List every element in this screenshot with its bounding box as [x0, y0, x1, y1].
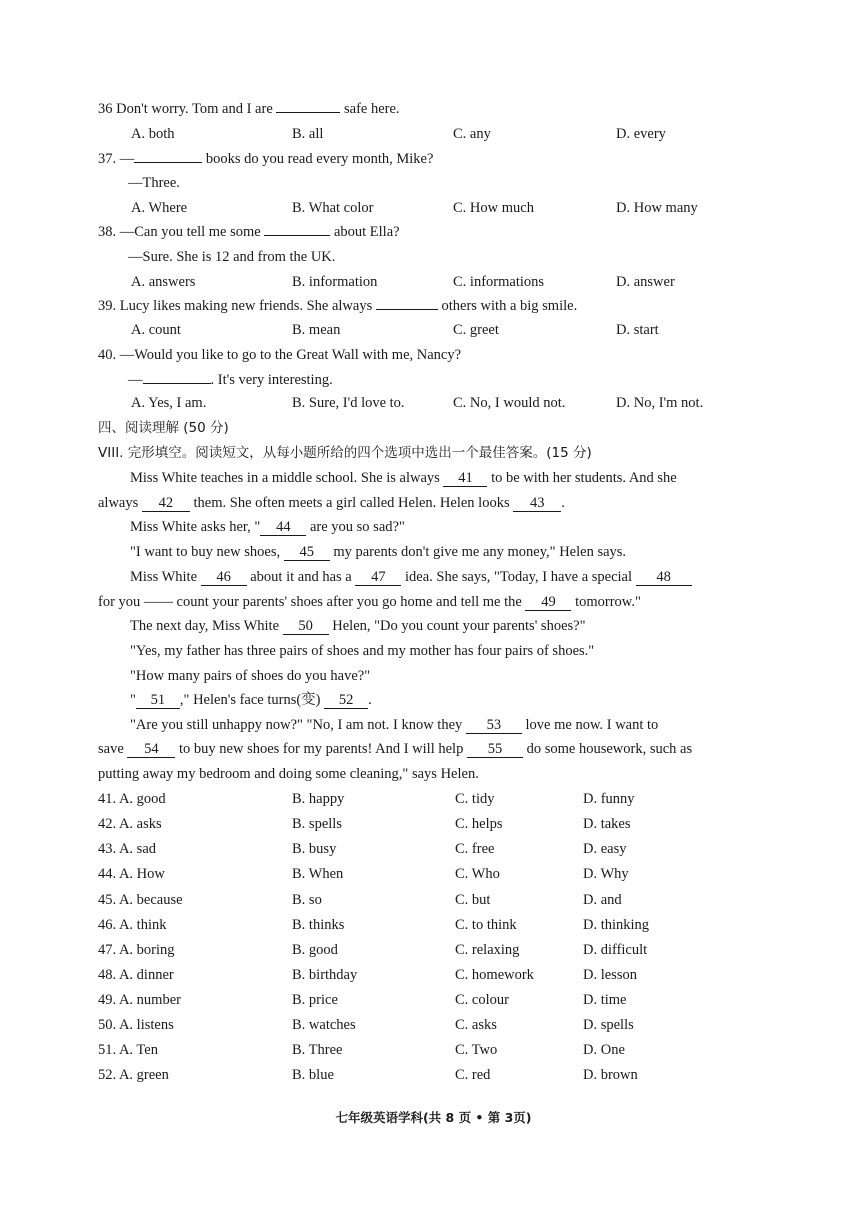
q40-stem: 40. —Would you like to go to the Great Wall with me, Nancy?	[98, 347, 462, 363]
choice-50-b[interactable]: B. watches	[292, 1017, 356, 1033]
q39-option-c[interactable]: C. greet	[453, 322, 499, 338]
passage-line-3: Miss White asks her, " 44 are you so sad?"	[130, 519, 405, 535]
choice-51-a[interactable]: 51. A. Ten	[98, 1042, 158, 1058]
choice-41-d[interactable]: D. funny	[583, 791, 635, 807]
choice-45-c[interactable]: C. but	[455, 892, 491, 908]
choice-50-a[interactable]: 50. A. listens	[98, 1017, 174, 1033]
choice-51-c[interactable]: C. Two	[455, 1042, 498, 1058]
choice-44-a[interactable]: 44. A. How	[98, 866, 165, 882]
passage-line-4: "I want to buy new shoes, 45 my parents don't give me any money," Helen says.	[130, 544, 627, 560]
blank-45[interactable]: 45	[284, 544, 330, 561]
blank-46[interactable]: 46	[201, 569, 247, 586]
passage-line-10: " 51 ," Helen's face turns(变) 52 .	[130, 692, 372, 708]
q40-blank[interactable]	[143, 383, 211, 384]
passage-line-11: "Are you still unhappy now?" "No, I am not. I know they 53 love me now. I want to	[130, 717, 659, 733]
q39-option-d[interactable]: D. start	[616, 322, 659, 338]
blank-43[interactable]: 43	[513, 495, 561, 512]
blank-41[interactable]: 41	[443, 470, 487, 487]
passage-line-6: for you —— count your parents' shoes after you go home and tell me the 49 tomorrow."	[98, 594, 641, 610]
q38-blank[interactable]	[264, 235, 330, 236]
choice-52-c[interactable]: C. red	[455, 1067, 491, 1083]
q38-option-d[interactable]: D. answer	[616, 274, 675, 290]
choice-45-d[interactable]: D. and	[583, 892, 622, 908]
choice-49-a[interactable]: 49. A. number	[98, 992, 181, 1008]
q37-option-b[interactable]: B. What color	[292, 200, 374, 216]
page-footer: 七年级英语学科(共 8 页 • 第 3页)	[335, 1110, 532, 1125]
choice-47-b[interactable]: B. good	[292, 942, 338, 958]
choice-50-c[interactable]: C. asks	[455, 1017, 497, 1033]
q36-blank[interactable]	[276, 112, 340, 113]
q40-option-a[interactable]: A. Yes, I am.	[131, 395, 207, 411]
choice-44-b[interactable]: B. When	[292, 866, 344, 882]
choice-43-a[interactable]: 43. A. sad	[98, 841, 156, 857]
q40-option-b[interactable]: B. Sure, I'd love to.	[292, 395, 405, 411]
choice-44-d[interactable]: D. Why	[583, 866, 629, 882]
passage-line-7: The next day, Miss White 50 Helen, "Do you count your parents' shoes?"	[130, 618, 586, 634]
choice-51-b[interactable]: B. Three	[292, 1042, 343, 1058]
q36-option-d[interactable]: D. every	[616, 126, 666, 142]
choice-42-d[interactable]: D. takes	[583, 816, 631, 832]
blank-52[interactable]: 52	[324, 692, 368, 709]
q36-stem: 36 Don't worry. Tom and I are safe here.	[98, 101, 400, 117]
q38-option-a[interactable]: A. answers	[131, 274, 196, 290]
q39-option-b[interactable]: B. mean	[292, 322, 341, 338]
blank-53[interactable]: 53	[466, 717, 522, 734]
passage-line-13: putting away my bedroom and doing some cleaning," says Helen.	[98, 766, 479, 782]
blank-49[interactable]: 49	[525, 594, 571, 611]
q36-option-a[interactable]: A. both	[131, 126, 175, 142]
choice-41-a[interactable]: 41. A. good	[98, 791, 166, 807]
choice-49-c[interactable]: C. colour	[455, 992, 509, 1008]
choice-48-b[interactable]: B. birthday	[292, 967, 358, 983]
q37-option-c[interactable]: C. How much	[453, 200, 534, 216]
q37-answer: —Three.	[128, 175, 180, 191]
blank-44[interactable]: 44	[260, 519, 306, 536]
passage-line-2: always 42 them. She often meets a girl called Helen. Helen looks 43 .	[98, 495, 565, 511]
q40-reply: — . It's very interesting.	[128, 372, 333, 388]
q39-blank[interactable]	[376, 309, 438, 310]
choice-43-c[interactable]: C. free	[455, 841, 495, 857]
passage-line-9: "How many pairs of shoes do you have?"	[130, 668, 371, 684]
choice-49-d[interactable]: D. time	[583, 992, 627, 1008]
choice-43-b[interactable]: B. busy	[292, 841, 337, 857]
choice-46-b[interactable]: B. thinks	[292, 917, 345, 933]
choice-42-a[interactable]: 42. A. asks	[98, 816, 162, 832]
blank-55[interactable]: 55	[467, 741, 523, 758]
passage-line-1: Miss White teaches in a middle school. She is always 41 to be with her students. And she	[130, 470, 677, 486]
blank-48[interactable]: 48	[636, 569, 692, 586]
choice-50-d[interactable]: D. spells	[583, 1017, 634, 1033]
choice-45-a[interactable]: 45. A. because	[98, 892, 183, 908]
q39-option-a[interactable]: A. count	[131, 322, 181, 338]
q37-blank[interactable]	[134, 162, 202, 163]
blank-47[interactable]: 47	[355, 569, 401, 586]
choice-41-b[interactable]: B. happy	[292, 791, 345, 807]
choice-44-c[interactable]: C. Who	[455, 866, 500, 882]
choice-52-a[interactable]: 52. A. green	[98, 1067, 169, 1083]
choice-52-b[interactable]: B. blue	[292, 1067, 334, 1083]
blank-51[interactable]: 51	[136, 692, 180, 709]
q40-option-d[interactable]: D. No, I'm not.	[616, 395, 704, 411]
choice-43-d[interactable]: D. easy	[583, 841, 627, 857]
q40-option-c[interactable]: C. No, I would not.	[453, 395, 566, 411]
choice-48-c[interactable]: C. homework	[455, 967, 534, 983]
choice-45-b[interactable]: B. so	[292, 892, 322, 908]
choice-51-d[interactable]: D. One	[583, 1042, 625, 1058]
q36-option-b[interactable]: B. all	[292, 126, 324, 142]
choice-47-c[interactable]: C. relaxing	[455, 942, 520, 958]
choice-42-b[interactable]: B. spells	[292, 816, 342, 832]
passage-line-8: "Yes, my father has three pairs of shoes and my mother has four pairs of shoes."	[130, 643, 595, 659]
passage-line-12: save 54 to buy new shoes for my parents! And I will help 55 do some housework, such as	[98, 741, 693, 757]
blank-54[interactable]: 54	[127, 741, 175, 758]
choice-48-d[interactable]: D. lesson	[583, 967, 637, 983]
choice-46-d[interactable]: D. thinking	[583, 917, 650, 933]
passage-line-5: Miss White 46 about it and has a 47 idea. She says, "Today, I have a special 48	[130, 568, 692, 586]
q37-option-a[interactable]: A. Where	[131, 200, 188, 216]
q38-option-b[interactable]: B. information	[292, 274, 378, 290]
q36-option-c[interactable]: C. any	[453, 126, 491, 142]
blank-50[interactable]: 50	[283, 618, 329, 635]
q38-stem: 38. —Can you tell me some about Ella?	[98, 224, 400, 240]
q37-stem: 37. — books do you read every month, Mike?	[98, 151, 434, 167]
choice-47-a[interactable]: 47. A. boring	[98, 942, 175, 958]
q39-stem: 39. Lucy likes making new friends. She always others with a big smile.	[98, 298, 578, 314]
choice-52-d[interactable]: D. brown	[583, 1067, 638, 1083]
q38-option-c[interactable]: C. informations	[453, 274, 545, 290]
q38-answer: —Sure. She is 12 and from the UK.	[128, 249, 336, 265]
section-8-heading: VIII. 完形填空。阅读短文，从每小题所给的四个选项中选出一个最佳答案。(15 分)	[98, 445, 592, 461]
choice-47-d[interactable]: D. difficult	[583, 942, 648, 958]
choice-46-a[interactable]: 46. A. think	[98, 917, 167, 933]
choice-41-c[interactable]: C. tidy	[455, 791, 495, 807]
section-4-heading: 四、阅读理解 (50 分)	[98, 420, 229, 436]
choice-46-c[interactable]: C. to think	[455, 917, 517, 933]
blank-42[interactable]: 42	[142, 495, 190, 512]
q37-option-d[interactable]: D. How many	[616, 200, 698, 216]
choice-48-a[interactable]: 48. A. dinner	[98, 967, 174, 983]
choice-49-b[interactable]: B. price	[292, 992, 338, 1008]
choice-42-c[interactable]: C. helps	[455, 816, 503, 832]
